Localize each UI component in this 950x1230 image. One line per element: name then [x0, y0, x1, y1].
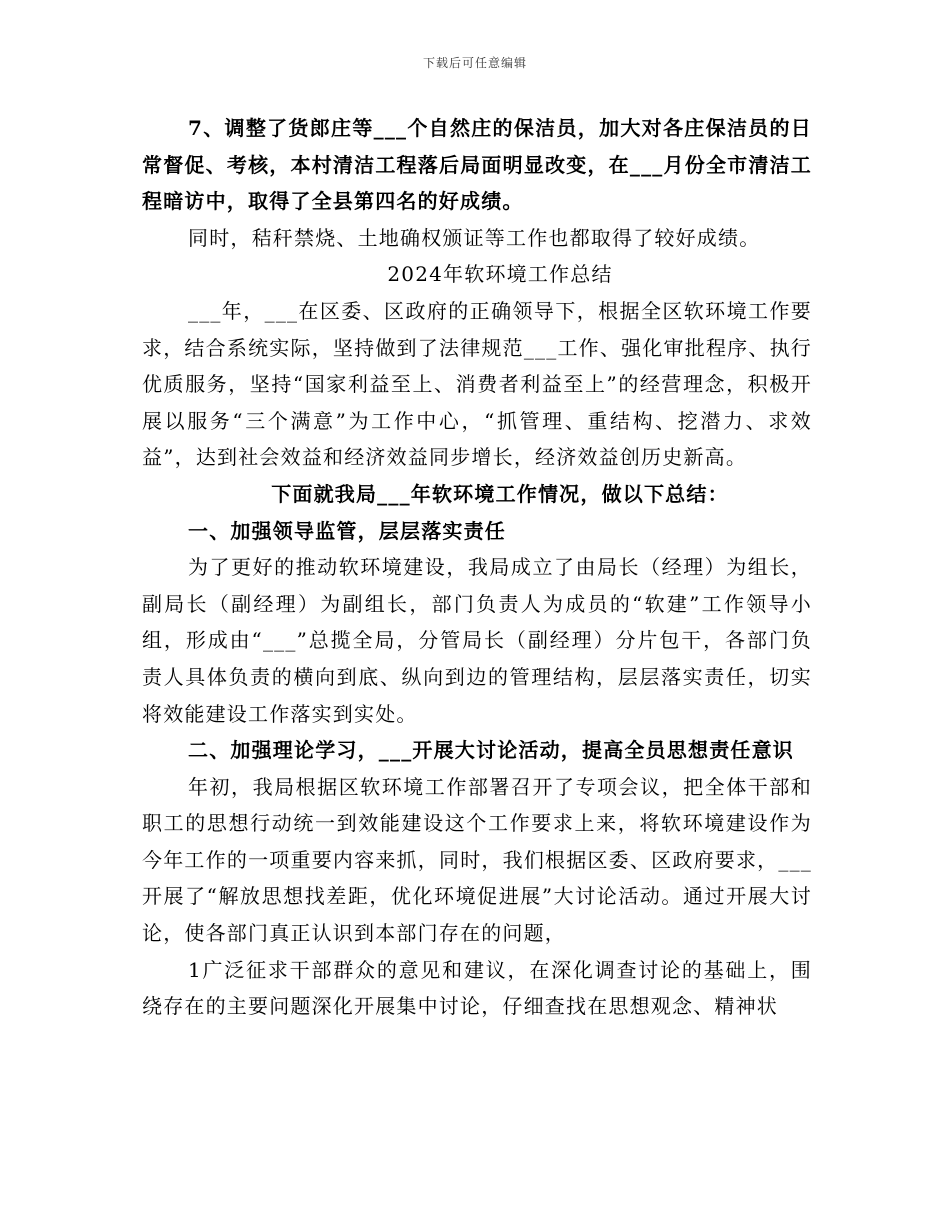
summary-heading: 下面就我局___年软环境工作情况，做以下总结：	[271, 481, 729, 506]
section-1-heading: 一、加强领导监管，层层落实责任	[188, 518, 506, 543]
section-2-body: 年初，我局根据区软环境工作部署召开了专项会议，把全体干部和职工的思想行动统一到效能建设这个工作要求上来，将软环境建设作为今年工作的一项重要内容来抓，同时，我们根据区委、区政府要求，___开展了“解放思想找差距，优化环境促进展”大讨论活动。通过开展大讨论，使各部门真正认识到本部门存在的问题，	[142, 774, 812, 946]
paragraph-also: 同时，秸秆禁烧、土地确权颁证等工作也都取得了较好成绩。	[188, 225, 761, 250]
section-1-body: 为了更好的推动软环境建设，我局成立了由局长（经理）为组长，副局长（副经理）为副组长，部门负责人为成员的“软建”工作领导小组，形成由“___”总揽全局，分管局长（副经理）分片包干，各部门负责人具体负责的横向到底、纵向到边的管理结构，层层落实责任，切实将效能建设工作落实到实处。	[142, 555, 812, 726]
paragraph-intro: ___年，___在区委、区政府的正确领导下，根据全区软环境工作要求，结合系统实际，坚持做到了法律规范___工作、强化审批程序、执行优质服务，坚持“国家利益至上、消费者利益至上”的经营理念，积极开展以服务“三个满意”为工作中心，“抓管理、重结构、挖潜力、求效益”，达到社会效益和经济效益同步增长，经济效益创历史新高。	[142, 298, 812, 470]
section-2-item-1: 1广泛征求干部群众的意见和建议，在深化调查讨论的基础上，围绕存在的主要问题深化开展集中讨论，仔细查找在思想观念、精神状	[142, 957, 812, 1019]
paragraph-item-7: 7、调整了货郎庄等___个自然庄的保洁员，加大对各庄保洁员的日常督促、考核，本村清洁工程落后局面明显改变，在___月份全市清洁工程暗访中，取得了全县第四名的好成绩。	[142, 116, 812, 214]
document-body	[142, 110, 812, 1025]
section-2-heading: 二、加强理论学习，___开展大讨论活动，提高全员思想责任意识	[188, 738, 794, 763]
download-note: 下载后可任意编辑	[422, 56, 527, 70]
document-title: 2024年软环境工作总结	[387, 262, 613, 287]
